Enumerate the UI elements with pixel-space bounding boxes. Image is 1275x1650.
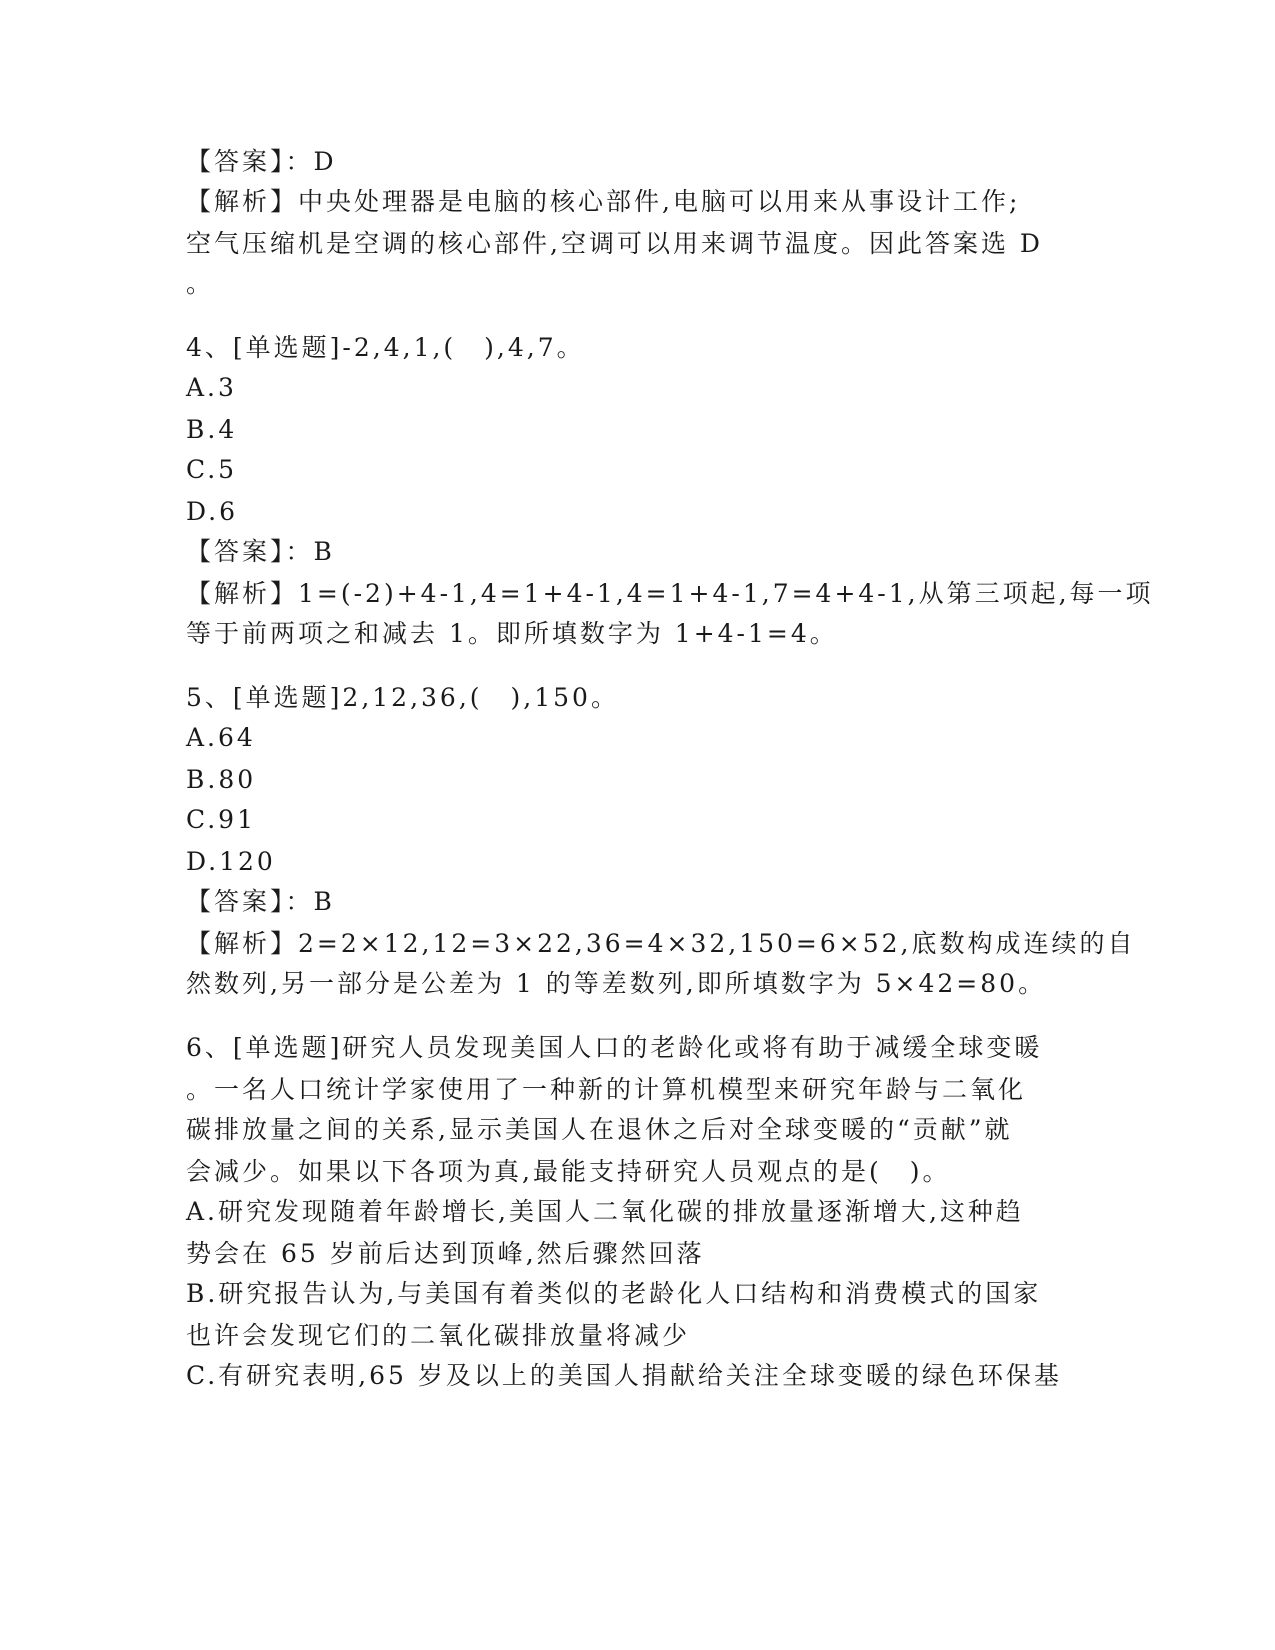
- q3-analysis-line-3: 。: [186, 269, 215, 298]
- q3-answer: 【答案】：D: [186, 147, 337, 176]
- q6-stem-line-1: 6、[单选题]研究人员发现美国人口的老龄化或将有助于减缓全球变暖: [186, 1033, 1043, 1062]
- q4-stem: 4、[单选题]-2,4,1,( ),4,7。: [186, 333, 585, 362]
- q4-option-a: A.3: [186, 373, 237, 402]
- q6-option-b-line-2: 也许会发现它们的二氧化碳排放量将减少: [186, 1321, 691, 1350]
- q4-option-b: B.4: [186, 415, 238, 444]
- q6-stem-line-3: 碳排放量之间的关系,显示美国人在退休之后对全球变暖的“贡献”就: [186, 1115, 1013, 1144]
- q5-option-d: D.120: [186, 847, 276, 876]
- q6-option-a-line-1: A.研究发现随着年龄增长,美国人二氧化碳的排放量逐渐增大,这种趋: [186, 1197, 1024, 1226]
- q6-option-a-line-2: 势会在 65 岁前后达到顶峰,然后骤然回落: [186, 1239, 705, 1268]
- q5-answer: 【答案】：B: [186, 887, 335, 916]
- q4-analysis-line-1: 【解析】1=(-2)+4-1,4=1+4-1,4=1+4-1,7=4+4-1,从第三项起,每一项: [186, 579, 1154, 608]
- q6-option-b-line-1: B.研究报告认为,与美国有着类似的老龄化人口结构和消费模式的国家: [186, 1279, 1042, 1308]
- q3-analysis-line-2: 空气压缩机是空调的核心部件,空调可以用来调节温度。因此答案选 D: [186, 229, 1043, 258]
- q4-option-d: D.6: [186, 497, 239, 526]
- q5-analysis-line-2: 然数列,另一部分是公差为 1 的等差数列,即所填数字为 5×42=80。: [186, 969, 1047, 998]
- q3-analysis-line-1: 【解析】中央处理器是电脑的核心部件,电脑可以用来从事设计工作;: [186, 187, 1021, 216]
- q4-option-c: C.5: [186, 455, 238, 484]
- q4-answer: 【答案】：B: [186, 537, 335, 566]
- q5-option-b: B.80: [186, 765, 257, 794]
- q5-option-c: C.91: [186, 805, 256, 834]
- q6-stem-line-2: 。一名人口统计学家使用了一种新的计算机模型来研究年龄与二氧化: [186, 1075, 1027, 1104]
- q4-analysis-line-2: 等于前两项之和减去 1。即所填数字为 1+4-1=4。: [186, 619, 838, 648]
- q5-stem: 5、[单选题]2,12,36,( ),150。: [186, 683, 619, 712]
- q6-stem-line-4: 会减少。如果以下各项为真,最能支持研究人员观点的是( )。: [186, 1157, 951, 1186]
- q5-analysis-line-1: 【解析】2=2×12,12=3×22,36=4×32,150=6×52,底数构成连续的自: [186, 929, 1136, 958]
- q6-option-c-line-1: C.有研究表明,65 岁及以上的美国人捐献给关注全球变暖的绿色环保基: [186, 1361, 1062, 1390]
- q5-option-a: A.64: [186, 723, 256, 752]
